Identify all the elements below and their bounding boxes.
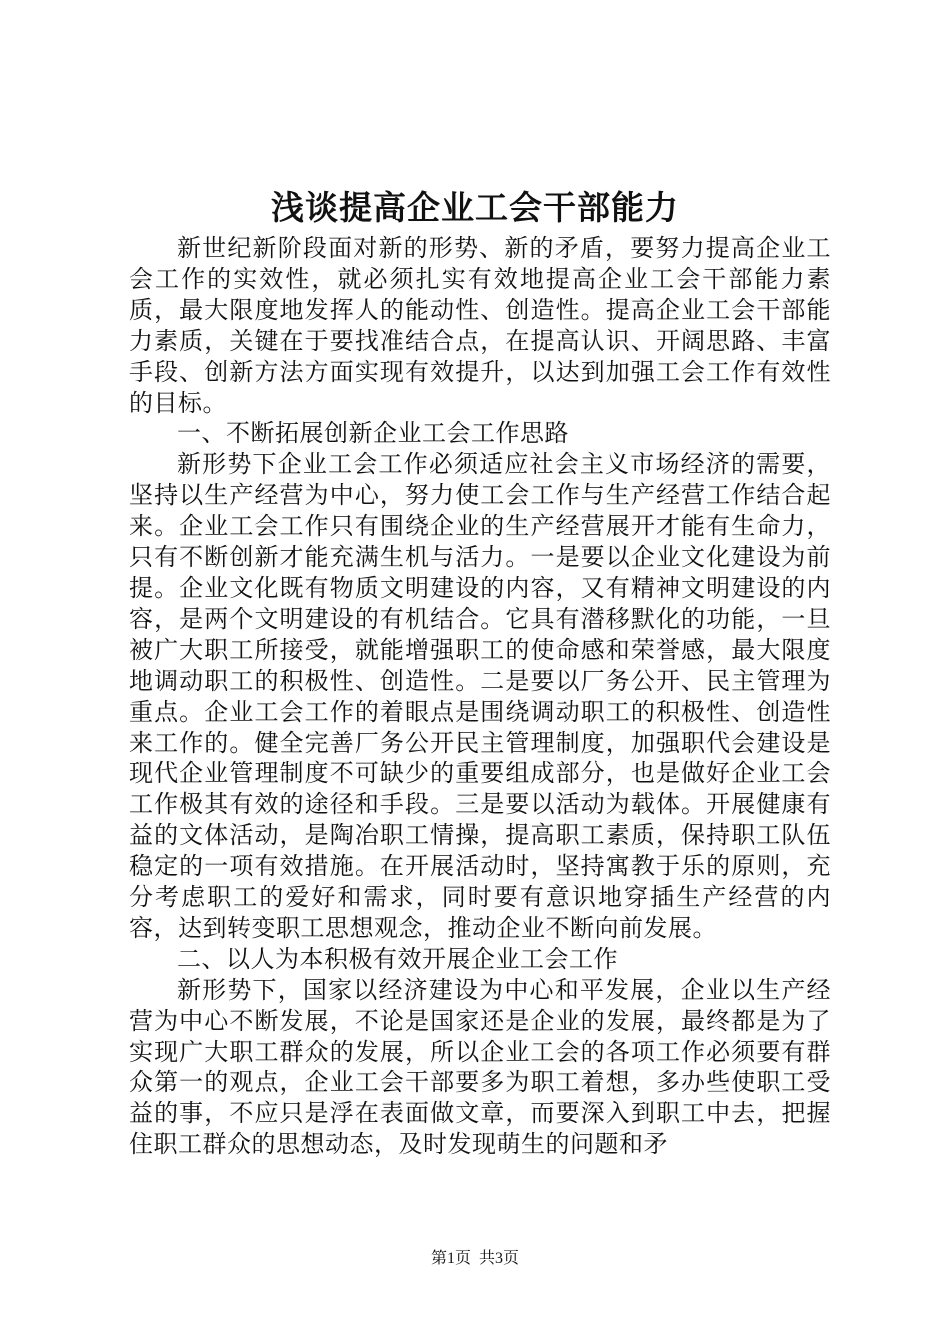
section-heading-2: 二、以人为本积极有效开展企业工会工作 (177, 944, 618, 973)
page-footer (0, 1247, 950, 1271)
document-title: 浅谈提高企业工会干部能力 (271, 188, 679, 227)
section-heading-1: 一、不断拓展创新企业工会工作思路 (177, 419, 569, 448)
page-total: 共3页 (479, 1250, 520, 1267)
section-1-paragraph: 新形势下企业工会工作必须适应社会主义市场经济的需要，坚持以生产经营为中心，努力使工会工作与生产经营工作结合起来。企业工会工作只有围绕企业的生产经营展开才能有生命力，只有不断创新才能充满生机与活力。一是要以企业文化建设为前提。企业文化既有物质文明建设的内容，又有精神文明建设的内容，是两个文明建设的有机结合。它具有潜移默化的功能，一旦被广大职工所接受，就能增强职工的使命感和荣誉感，最大限度地调动职工的积极性、创造性。二是要以厂务公开、民主管理为重点。企业工会工作的着眼点是围绕调动职工的积极性、创造性来工作的。健全完善厂务公开民主管理制度，加强职代会建设是现代企业管理制度不可缺少的重要组成部分，也是做好企业工会工作极其有效的途径和手段。三是要以活动为载体。开展健康有益的文体活动，是陶冶职工情操，提高职工素质，保持职工队伍稳定的一项有效措施。在开展活动时，坚持寓教于乐的原则，充分考虑职工的爱好和需求，同时要有意识地穿插生产经营的内容，达到转变职工思想观念，推动企业不断向前发展。 (129, 450, 831, 942)
intro-paragraph: 新世纪新阶段面对新的形势、新的矛盾，要努力提高企业工会工作的实效性，就必须扎实有效地提高企业工会干部能力素质，最大限度地发挥人的能动性、创造性。提高企业工会干部能力素质，关键在于要找准结合点，在提高认识、开阔思路、丰富手段、创新方法方面实现有效提升，以达到加强工会工作有效性的目标。 (129, 234, 831, 417)
page-number: 第1页 (430, 1250, 471, 1267)
document-body (129, 233, 831, 1160)
section-2-paragraph: 新形势下，国家以经济建设为中心和平发展，企业以生产经营为中心不断发展，不论是国家还是企业的发展，最终都是为了实现广大职工群众的发展，所以企业工会的各项工作必须要有群众第一的观点，企业工会干部要多为职工着想，多办些使职工受益的事，不应只是浮在表面做文章，而要深入到职工中去，把握住职工群众的思想动态，及时发现萌生的问题和矛 (129, 975, 831, 1159)
